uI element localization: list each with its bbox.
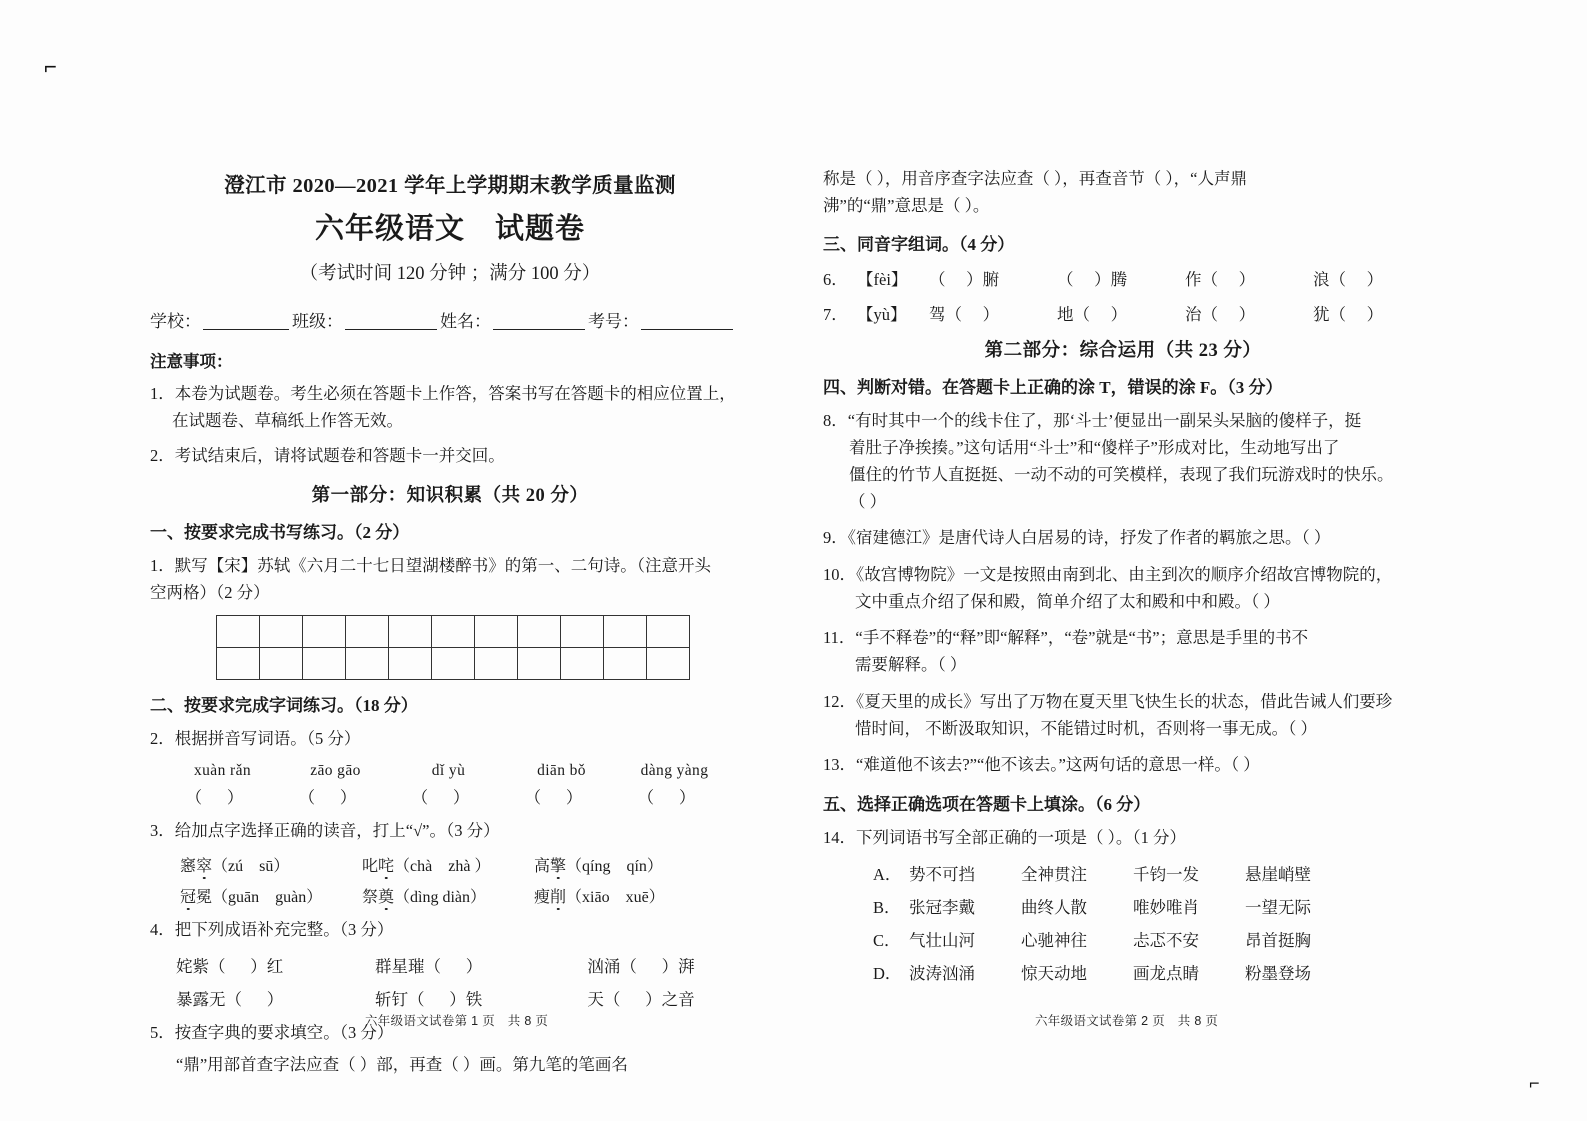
writing-grid-cell[interactable] xyxy=(475,647,518,679)
footer-page-1: 六年级语文试卷第 1 页 共 8 页 xyxy=(365,1014,549,1028)
homophone-blank[interactable]: 驾（ ） xyxy=(929,305,1000,325)
option-item: 曲终人散 xyxy=(1021,897,1087,917)
pinyin-answer-blank[interactable]: （ ） xyxy=(185,788,244,808)
option-letter: D． xyxy=(873,963,902,983)
true-false-question-12 xyxy=(823,689,1423,742)
question-8-line-1: 8．“有时其中一个的线卡住了，那‘斗士’便显出一副呆头呆脑的傻样子，挺 xyxy=(823,411,1362,431)
page-column-right xyxy=(823,0,1423,1121)
notice-item-1-line-2: 在试题卷、草稿纸上作答无效。 xyxy=(172,410,403,430)
question-12-line-2[interactable]: 惜时间， 不断汲取知识，不能错过时机，否则将一事无成。（ ） xyxy=(855,718,1317,738)
true-false-question-11 xyxy=(823,625,1423,678)
part-one-title: 第一部分：知识积累（共 20 分） xyxy=(311,486,589,507)
reading-choice-options: （zú sū） xyxy=(212,858,290,876)
writing-grid-cell[interactable] xyxy=(604,615,647,647)
writing-grid-cell[interactable] xyxy=(432,615,475,647)
true-false-question-8 xyxy=(823,408,1423,515)
idiom-row xyxy=(150,953,750,977)
reading-choice-item[interactable]: 高擎（qíng qín） xyxy=(534,858,663,876)
idiom-blank[interactable]: 斩钉（ ）铁 xyxy=(374,989,483,1009)
notice-item-2-line-1: 2．考试结束后，请将试题卷和答题卡一并交回。 xyxy=(150,446,505,466)
homophone-blank[interactable]: 犹（ ） xyxy=(1313,305,1384,325)
writing-grid-cell[interactable] xyxy=(303,615,346,647)
homophone-number: 7． xyxy=(823,305,848,325)
writing-grid-cell[interactable] xyxy=(647,615,690,647)
option-item: 波涛汹涌 xyxy=(909,963,975,983)
reading-choice-row xyxy=(150,884,750,907)
option-item: 唯妙唯肖 xyxy=(1133,897,1199,917)
idiom-blank[interactable]: 暴露无（ ） xyxy=(176,989,284,1009)
homophone-pinyin: 【yù】 xyxy=(857,305,907,325)
true-false-question-13[interactable] xyxy=(823,752,1423,779)
question-3: 3．给加点字选择正确的读音，打上“√”。（3 分） xyxy=(150,821,500,841)
reading-choice-row xyxy=(150,853,750,876)
option-letter: B． xyxy=(873,897,901,917)
question-2: 2．根据拼音写词语。（5 分） xyxy=(150,728,361,748)
option-letter: A． xyxy=(873,864,902,884)
question-12-line-1: 12．《夏天里的成长》写出了万物在夏天里飞快生长的状态，借此告诫人们要珍 xyxy=(823,691,1393,711)
reading-choice-options: （qíng qín） xyxy=(566,858,663,876)
school-field-input[interactable] xyxy=(203,314,289,330)
option-row-a[interactable] xyxy=(823,861,1423,885)
pinyin-answer-row xyxy=(150,784,750,808)
reading-choice-item[interactable]: 祭奠（dìng diàn） xyxy=(362,889,487,907)
pinyin-answer-blank[interactable]: （ ） xyxy=(298,788,357,808)
homophone-row xyxy=(823,266,1423,290)
writing-grid-cell[interactable] xyxy=(561,615,604,647)
homophone-blank[interactable]: （ ）腑 xyxy=(929,270,1000,290)
writing-grid-cell[interactable] xyxy=(518,615,561,647)
writing-grid-cell[interactable] xyxy=(217,615,260,647)
option-item: 气壮山河 xyxy=(909,930,975,950)
option-item: 一望无际 xyxy=(1245,897,1311,917)
question-8-line-2: 着肚子净挨揍。”这句话用“斗士”和“傻样子”形成对比，生动地写出了 xyxy=(849,438,1340,458)
crop-mark-bottom-right: ⌐ xyxy=(1529,1073,1540,1093)
section-four-title: 四、判断对错。在答题卡上正确的涂 T，错误的涂 F。（3 分） xyxy=(823,378,1283,398)
writing-grid-cell[interactable] xyxy=(217,647,260,679)
reading-choice-options: （chà zhà ） xyxy=(394,858,491,876)
notice-item xyxy=(150,443,750,470)
writing-grid-cell[interactable] xyxy=(647,647,690,679)
writing-grid-cell[interactable] xyxy=(518,647,561,679)
page-column-left xyxy=(150,0,750,1121)
true-false-question-10 xyxy=(823,562,1423,615)
idiom-row xyxy=(150,986,750,1010)
writing-grid-cell[interactable] xyxy=(561,647,604,679)
pinyin-answer-blank[interactable]: （ ） xyxy=(524,788,583,808)
exam-no-field-label: 考号： xyxy=(588,312,639,331)
school-field-label: 学校： xyxy=(150,312,201,331)
writing-grid-cell[interactable] xyxy=(432,647,475,679)
notice-item-1-line-1: 1．本卷为试题卷。考生必须在答题卡上作答，答案书写在答题卡的相应位置上， xyxy=(150,384,736,403)
option-item: 张冠李戴 xyxy=(909,897,975,917)
pinyin-word: xuàn rǎn xyxy=(194,762,251,780)
question-8-line-3: 僵住的竹节人直挺挺、一动不动的可笑模样，表现了我们玩游戏时的快乐。 xyxy=(849,464,1394,484)
option-item: 悬崖峭壁 xyxy=(1245,864,1311,884)
option-item: 全神贯注 xyxy=(1021,864,1087,884)
writing-grid-cell[interactable] xyxy=(604,647,647,679)
reading-choice-item[interactable]: 叱咤（chà zhà ） xyxy=(362,858,491,876)
section-five-title: 五、选择正确选项在答题卡上填涂。（6 分） xyxy=(823,795,1151,815)
question-5-body xyxy=(150,1052,750,1079)
writing-grid-cell[interactable] xyxy=(389,647,432,679)
writing-grid-cell[interactable] xyxy=(260,615,303,647)
idiom-blank[interactable]: 汹涌（ ）湃 xyxy=(587,956,695,976)
question-5-continued xyxy=(823,166,1423,219)
true-false-question-9[interactable] xyxy=(823,525,1423,552)
pinyin-word: zāo gāo xyxy=(310,762,361,780)
question-1-line-2: 空两格）（2 分） xyxy=(150,582,270,602)
reading-choice-options: （dìng diàn） xyxy=(394,889,487,907)
idiom-blank[interactable]: 姹紫（ ）红 xyxy=(176,956,284,976)
question-10-line-1: 10．《故宫博物院》一文是按照由南到北、由主到次的顺序介绍故宫博物院的， xyxy=(823,565,1393,585)
question-5-line-1[interactable]: “鼎”用部首查字法应查（ ）部，再查（ ）画。第九笔的笔画名 xyxy=(176,1055,628,1075)
footer-page-2: 六年级语文试卷第 2 页 共 8 页 xyxy=(1035,1014,1219,1028)
option-item: 忐忑不安 xyxy=(1133,930,1199,950)
section-one-title: 一、按要求完成书写练习。（2 分） xyxy=(150,523,410,543)
writing-grid-cell[interactable] xyxy=(346,615,389,647)
question-1 xyxy=(150,553,750,606)
option-item: 惊天动地 xyxy=(1021,963,1087,983)
option-row-d[interactable] xyxy=(823,960,1423,984)
question-14[interactable]: 14．下列词语书写全部正确的一项是（ ）。（1 分） xyxy=(823,828,1186,848)
option-item: 心驰神往 xyxy=(1021,930,1087,950)
homophone-blank[interactable]: （ ）腾 xyxy=(1057,270,1128,290)
option-item: 千钧一发 xyxy=(1133,864,1199,884)
name-field-input[interactable] xyxy=(493,314,585,330)
option-item: 画龙点睛 xyxy=(1133,963,1199,983)
part-two-title: 第二部分：综合运用（共 23 分） xyxy=(984,341,1262,362)
writing-grid-cell[interactable] xyxy=(303,647,346,679)
reading-choice-options: （xiāo xuē） xyxy=(566,889,665,907)
question-9-line-1: 9．《宿建德江》是唐代诗人白居易的诗，抒发了作者的羁旅之思。（ ） xyxy=(823,528,1331,548)
homophone-blank[interactable]: 浪（ ） xyxy=(1313,270,1384,290)
writing-grid-cell[interactable] xyxy=(260,647,303,679)
question-11-line-2[interactable]: 需要解释。（ ） xyxy=(855,655,967,675)
section-three-title: 三、同音字组词。（4 分） xyxy=(823,235,1015,255)
reading-choice-item[interactable]: 冠冕（guān guàn） xyxy=(180,889,323,907)
notice-title: 注意事项： xyxy=(150,352,233,371)
idiom-blank[interactable]: 天（ ）之音 xyxy=(587,989,695,1009)
writing-grid-cell[interactable] xyxy=(346,647,389,679)
student-id-fields xyxy=(150,307,750,332)
option-row-c[interactable] xyxy=(823,927,1423,951)
name-field-label: 姓名： xyxy=(440,312,491,331)
pinyin-answer-blank[interactable]: （ ） xyxy=(637,788,696,808)
option-item: 势不可挡 xyxy=(909,864,975,884)
homophone-number: 6． xyxy=(823,270,848,290)
option-item: 昂首挺胸 xyxy=(1245,930,1311,950)
question-1-line-1: 1．默写【宋】苏轼《六月二十七日望湖楼醉书》的第一、二句诗。（注意开头 xyxy=(150,556,711,576)
writing-grid-row[interactable] xyxy=(217,615,690,647)
homophone-blank[interactable]: 作（ ） xyxy=(1185,270,1256,290)
pinyin-word: dàng yàng xyxy=(640,762,709,780)
pinyin-word-row xyxy=(150,762,750,780)
class-field-label: 班级： xyxy=(292,312,343,331)
writing-grid-cell[interactable] xyxy=(389,615,432,647)
reading-choice-options: （guān guàn） xyxy=(212,889,323,907)
question-11-line-1: 11．“手不释卷”的“释”即“解释”，“卷”就是“书”；意思是手里的书不 xyxy=(823,628,1309,648)
exam-header-school-line: 澄江市 2020—2021 学年上学期期末教学质量监测 xyxy=(224,175,676,197)
question-5-line-2[interactable]: 称是（ ），用音序查字法应查（ ），再查音节（ ），“人声鼎 xyxy=(823,169,1247,188)
crop-mark-top-left: ⌐ xyxy=(44,54,57,79)
writing-grid[interactable] xyxy=(216,615,690,680)
reading-choice-item[interactable]: 瘦削（xiāo xuē） xyxy=(534,889,665,907)
option-item: 粉墨登场 xyxy=(1245,963,1311,983)
question-10-line-2[interactable]: 文中重点介绍了保和殿，简单介绍了太和殿和中和殿。（ ） xyxy=(855,591,1280,611)
section-two-title: 二、按要求完成字词练习。（18 分） xyxy=(150,695,418,715)
question-13-line-1: 13．“难道他不该去?”“他不该去。”这两句话的意思一样。（ ） xyxy=(823,755,1260,775)
reading-choice-item[interactable]: 窸窣（zú sū） xyxy=(180,858,290,876)
homophone-row xyxy=(823,301,1423,325)
writing-grid-wrapper xyxy=(150,615,750,680)
pinyin-answer-blank[interactable]: （ ） xyxy=(411,788,470,808)
question-4: 4．把下列成语补充完整。（3 分） xyxy=(150,920,394,940)
question-5: 5．按查字典的要求填空。（3 分） xyxy=(150,1022,394,1042)
homophone-blank[interactable]: 治（ ） xyxy=(1185,305,1256,325)
option-letter: C． xyxy=(873,930,901,950)
pinyin-word: dǐ yù xyxy=(431,762,466,780)
writing-grid-cell[interactable] xyxy=(475,615,518,647)
option-row-b[interactable] xyxy=(823,894,1423,918)
notice-item xyxy=(150,381,750,434)
pinyin-word: diān bǒ xyxy=(537,762,586,780)
idiom-blank[interactable]: 群星璀（ ） xyxy=(374,956,483,976)
question-5-line-3[interactable]: 沸”的“鼎”意思是（ ）。 xyxy=(823,195,990,215)
writing-grid-row[interactable] xyxy=(217,647,690,679)
class-field-input[interactable] xyxy=(345,314,437,330)
exam-header-subject-line: 六年级语文 试题卷 xyxy=(314,213,585,245)
exam-no-field-input[interactable] xyxy=(641,314,733,330)
exam-header-info-line: （考试时间 120 分钟 ；满分 100 分） xyxy=(299,264,601,284)
question-8-answer-blank[interactable]: （ ） xyxy=(849,491,887,511)
homophone-pinyin: 【fèi】 xyxy=(857,270,908,290)
homophone-blank[interactable]: 地（ ） xyxy=(1057,305,1128,325)
